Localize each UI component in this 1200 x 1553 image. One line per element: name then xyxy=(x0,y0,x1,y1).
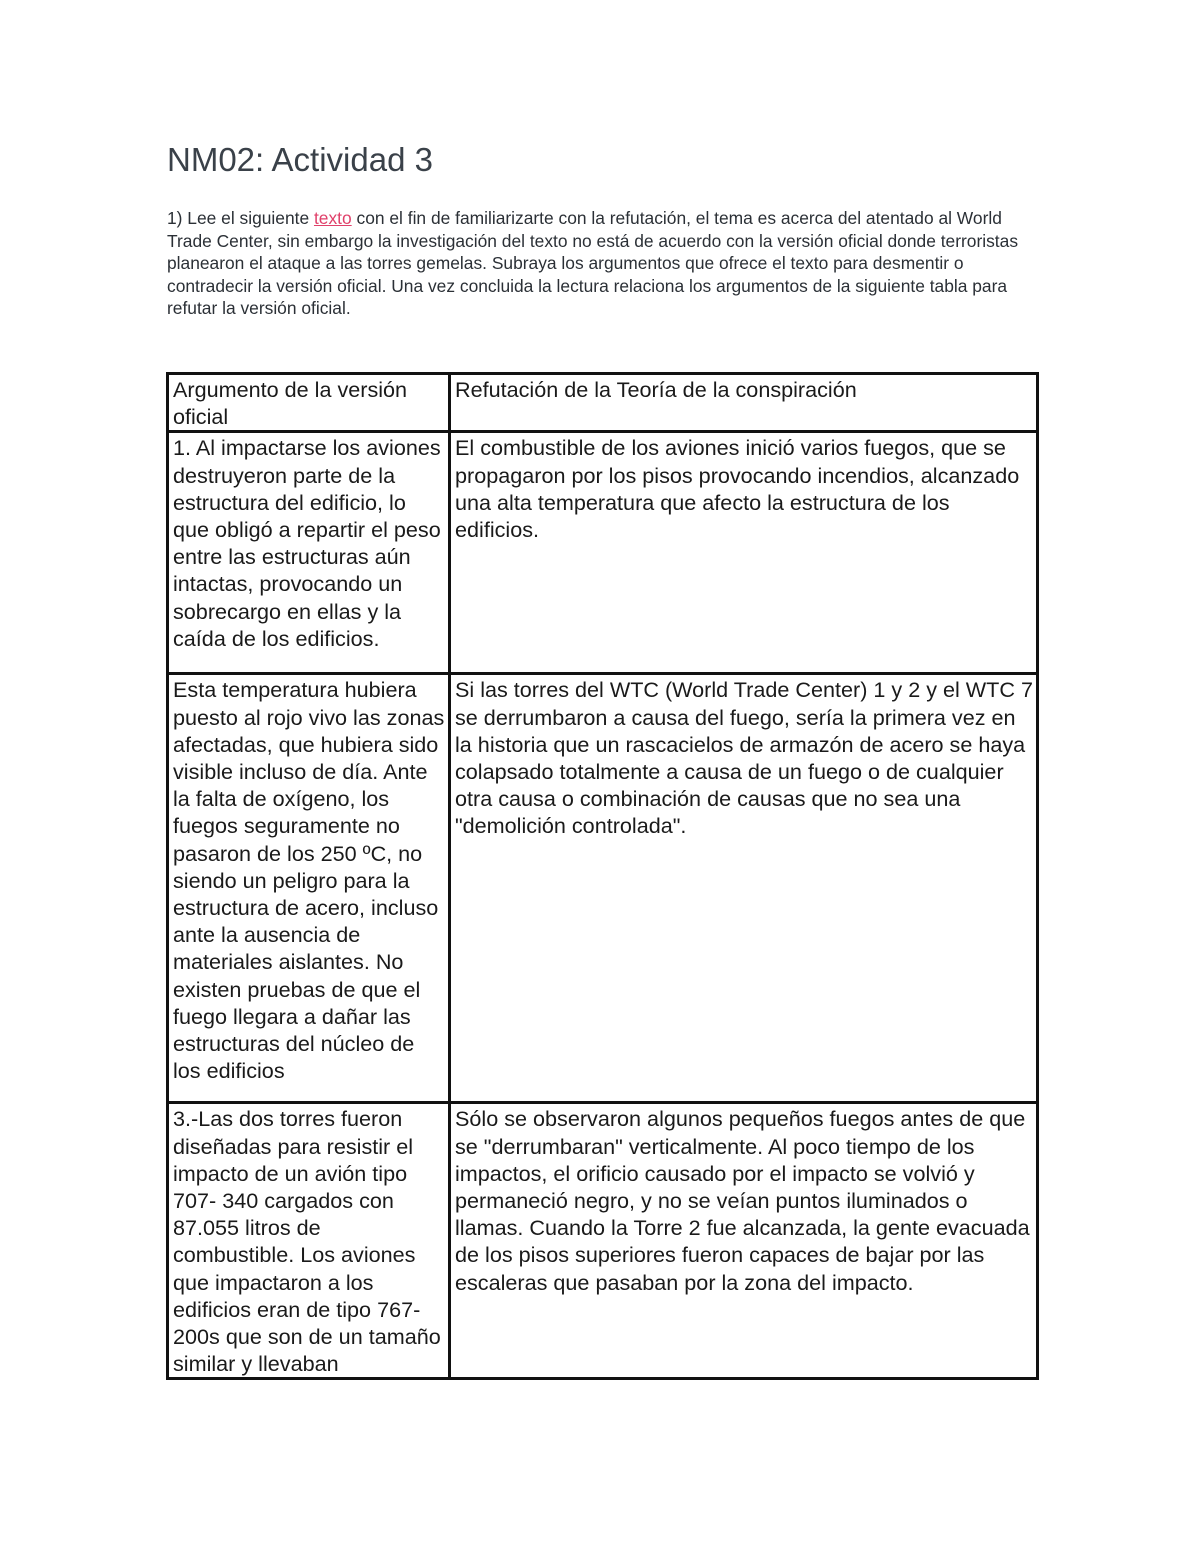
argument-cell: 3.-Las dos torres fueron diseñadas para resistir el impacto de un avión tipo 707- 340 cargados con 87.055 litros de combustible. Los aviones que impactaron a los edificios eran de tipo 767-200s que son de un tamaño similar y llevaban xyxy=(168,1103,450,1379)
refutation-cell: Si las torres del WTC (World Trade Center) 1 y 2 y el WTC 7 se derrumbaron a causa del fuego, sería la primera vez en la historia que un rascacielos de armazón de acero se haya colapsado totalmente a causa de un fuego o de cualquier otra causa o combinación de causas que no sea una "demolición controlada". xyxy=(450,674,1038,1103)
table-row xyxy=(168,432,1038,674)
header-conspiracy-refutation: Refutación de la Teoría de la conspiración xyxy=(450,374,1038,432)
refutation-table xyxy=(166,372,1039,1380)
intro-text-after-link: con el fin de familiarizarte con la refutación, el tema es acerca del atentado al World Trade Center, sin embargo la investigación del texto no está de acuerdo con la versión oficial donde terroristas planearon el ataque a las torres gemelas. Subraya los argumentos que ofrece el texto para desmentir o contradecir la versión oficial. Una vez concluida la lectura relaciona los argumentos de la siguiente tabla para refutar la versión oficial. xyxy=(167,208,1019,318)
intro-text-before-link: 1) Lee el siguiente xyxy=(167,208,314,228)
argument-cell: Esta temperatura hubiera puesto al rojo vivo las zonas afectadas, que hubiera sido visible incluso de día. Ante la falta de oxígeno, los fuegos seguramente no pasaron de los 250 ºC, no siendo un peligro para la estructura de acero, incluso ante la ausencia de materiales aislantes. No existen pruebas de que el fuego llegara a dañar las estructuras del núcleo de los edificios xyxy=(168,674,450,1103)
refutation-cell: Sólo se observaron algunos pequeños fuegos antes de que se "derrumbaran" verticalmente. Al poco tiempo de los impactos, el orificio causado por el impacto se volvió y permaneció negro, y no se veían puntos iluminados o llamas. Cuando la Torre 2 fue alcanzada, la gente evacuada de los pisos superiores fueron capaces de bajar por las escaleras que pasaban por la zona del impacto. xyxy=(450,1103,1038,1379)
refutation-cell: El combustible de los aviones inició varios fuegos, que se propagaron por los pisos provocando incendios, alcanzado una alta temperatura que afecto la estructura de los edificios. xyxy=(450,432,1038,674)
texto-link[interactable]: texto xyxy=(313,208,352,228)
table-row xyxy=(168,674,1038,1103)
table-header-row xyxy=(168,374,1038,432)
table-row xyxy=(168,1103,1038,1379)
argument-cell: 1. Al impactarse los aviones destruyeron parte de la estructura del edificio, lo que obligó a repartir el peso entre las estructuras aún intactas, provocando un sobrecargo en ellas y la caída de los edificios. xyxy=(168,432,450,674)
intro-paragraph xyxy=(167,207,1037,320)
header-official-argument: Argumento de la versión oficial xyxy=(168,374,450,432)
page-title: NM02: Actividad 3 xyxy=(167,141,433,178)
